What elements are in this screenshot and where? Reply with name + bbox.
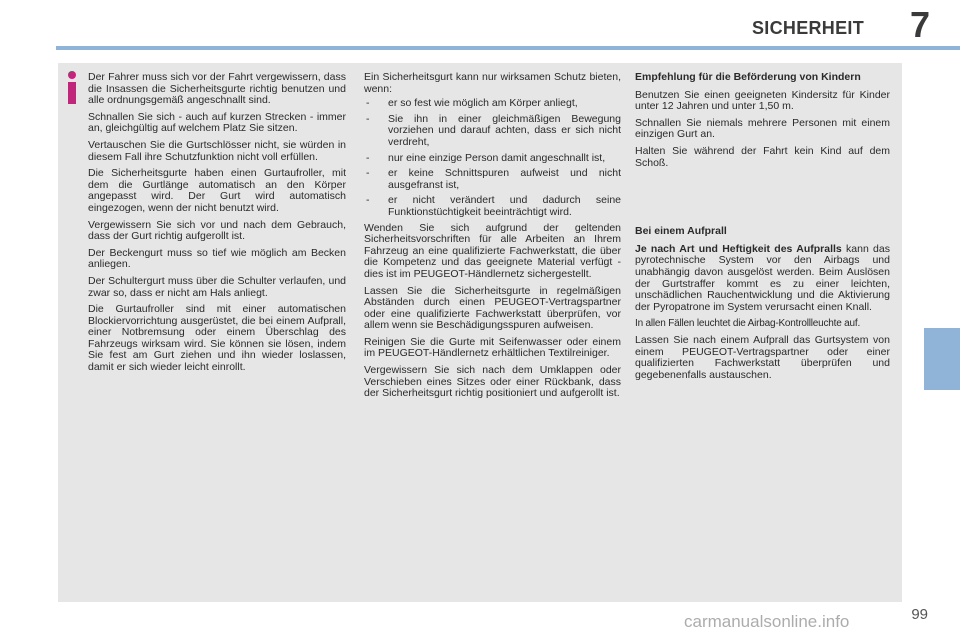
paragraph: Wenden Sie sich aufgrund der geltenden Sicherheitsvorschriften für alle Arbeiten an Ihrem Fahrzeug an eine qualifizierte Fachwerkstatt, die über die Kompetenz und das geeignete Material verfügt - dies ist im PEUGEOT-Händlernetz sichergestellt. [364, 221, 621, 280]
paragraph: Vergewissern Sie sich vor und nach dem Gebrauch, dass der Gurt richtig aufgerollt ist. [88, 218, 346, 243]
header-rule [56, 46, 960, 50]
spacer [635, 174, 890, 226]
column-belt-protection [364, 72, 621, 405]
intro-paragraph: Ein Sicherheitsgurt kann nur wirksamen Schutz bieten, wenn: [364, 71, 621, 95]
impact-heading: Bei einem Aufprall [635, 225, 727, 238]
paragraph: Schnallen Sie sich - auch auf kurzen Strecken - immer an, gleichgültig auf welchem Platz Sie sitzen. [88, 110, 346, 135]
list-item: - Sie ihn in einer gleichmäßigen Bewegung vorziehen und darauf achten, dass er sich nicht verdreht, [364, 114, 621, 149]
paragraph: Lassen Sie nach einem Aufprall das Gurtsystem von einem PEUGEOT-Vertragspartner oder einer qualifizierten Fachwerkstatt überprüfen und gegebenenfalls austauschen. [635, 333, 890, 381]
paragraph: Schnallen Sie niemals mehrere Personen mit einem einzigen Gurt an. [635, 116, 890, 141]
impact-lead-rest: kann das pyrotechnische System vor den Airbags und unabhängig davon ausgelöst werden. Beim Auslösen der Gurtstraffer kommt es zu einer leichten, unschädlichen Rauchentwicklung und die Aktivierung der Pyropatrone im System verursacht einen Knall. [635, 242, 890, 313]
info-icon [62, 70, 82, 106]
paragraph: Der Beckengurt muss so tief wie möglich am Becken anliegen. [88, 246, 346, 271]
paragraph: Reinigen Sie die Gurte mit Seifenwasser oder einem im PEUGEOT-Händlernetz erhältlichen Textilreiniger. [364, 335, 621, 360]
paragraph: Vergewissern Sie sich nach dem Umklappen oder Verschieben eines Sitzes oder einer Rückbank, dass der Sicherheitsgurt richtig positioniert und aufgerollt ist. [364, 364, 621, 400]
list-item: - nur eine einzige Person damit angeschnallt ist, [364, 153, 621, 165]
page-number: 99 [911, 606, 928, 623]
paragraph: Die Gurtaufroller sind mit einer automatischen Blockiervorrichtung ausgerüstet, die bei einem Aufprall, einer Notbremsung oder einem Überschlag des Fahrzeugs wirksam wird. Sie können sie lösen, indem Sie fest am Gurt ziehen und ihn wieder loslassen, damit er sich wieder leicht einrollt. [88, 303, 346, 374]
list-item: - er nicht verändert und dadurch seine Funktionstüchtigkeit beeinträchtigt wird. [364, 195, 621, 218]
paragraph: Der Schultergurt muss über die Schulter verlaufen, und zwar so, dass er nicht am Hals anliegt. [88, 274, 346, 299]
paragraph: Benutzen Sie einen geeigneten Kindersitz für Kinder unter 12 Jahren und unter 1,50 m. [635, 88, 890, 113]
column-belt-usage [88, 72, 346, 379]
paragraph: Vertauschen Sie die Gurtschlösser nicht, sie würden in diesem Fall ihre Schutzfunktion nicht voll erfüllen. [88, 138, 346, 163]
column-recommendations [635, 72, 890, 386]
watermark: carmanualsonline.info [684, 612, 850, 631]
paragraph: Halten Sie während der Fahrt kein Kind auf dem Schoß. [635, 144, 890, 169]
children-heading: Empfehlung für die Beförderung von Kindern [635, 71, 861, 83]
chapter-number: 7 [909, 4, 930, 45]
paragraph: Der Fahrer muss sich vor der Fahrt vergewissern, dass die Insassen die Sicherheitsgurte richtig benutzen und alle ordnungsgemäß angeschnallt sind. [88, 71, 346, 107]
section-title: SICHERHEIT [751, 18, 864, 38]
chapter-tab [924, 328, 960, 390]
paragraph [635, 244, 890, 314]
list-item: - er so fest wie möglich am Körper anliegt, [364, 98, 621, 110]
impact-note: In allen Fällen leuchtet die Airbag-Kontrollleuchte auf. [635, 318, 861, 330]
list-item: - er keine Schnittspuren aufweist und nicht ausgefranst ist, [364, 168, 621, 191]
condition-list [364, 98, 621, 218]
impact-lead: Je nach Art und Heftigkeit des Aufpralls [635, 242, 842, 255]
paragraph: Die Sicherheitsgurte haben einen Gurtaufroller, mit dem die Gurtlänge automatisch an den Körper angepasst wird. Der Gurt wird automatisch eingezogen, wenn der nicht benutzt wird. [88, 167, 346, 214]
paragraph: Lassen Sie die Sicherheitsgurte in regelmäßigen Abständen durch einen PEUGEOT-Vertragspartner oder eine qualifizierte Fachwerkstatt überprüfen, vor allem wenn sie Beschädigungsspuren aufweisen. [364, 284, 621, 332]
